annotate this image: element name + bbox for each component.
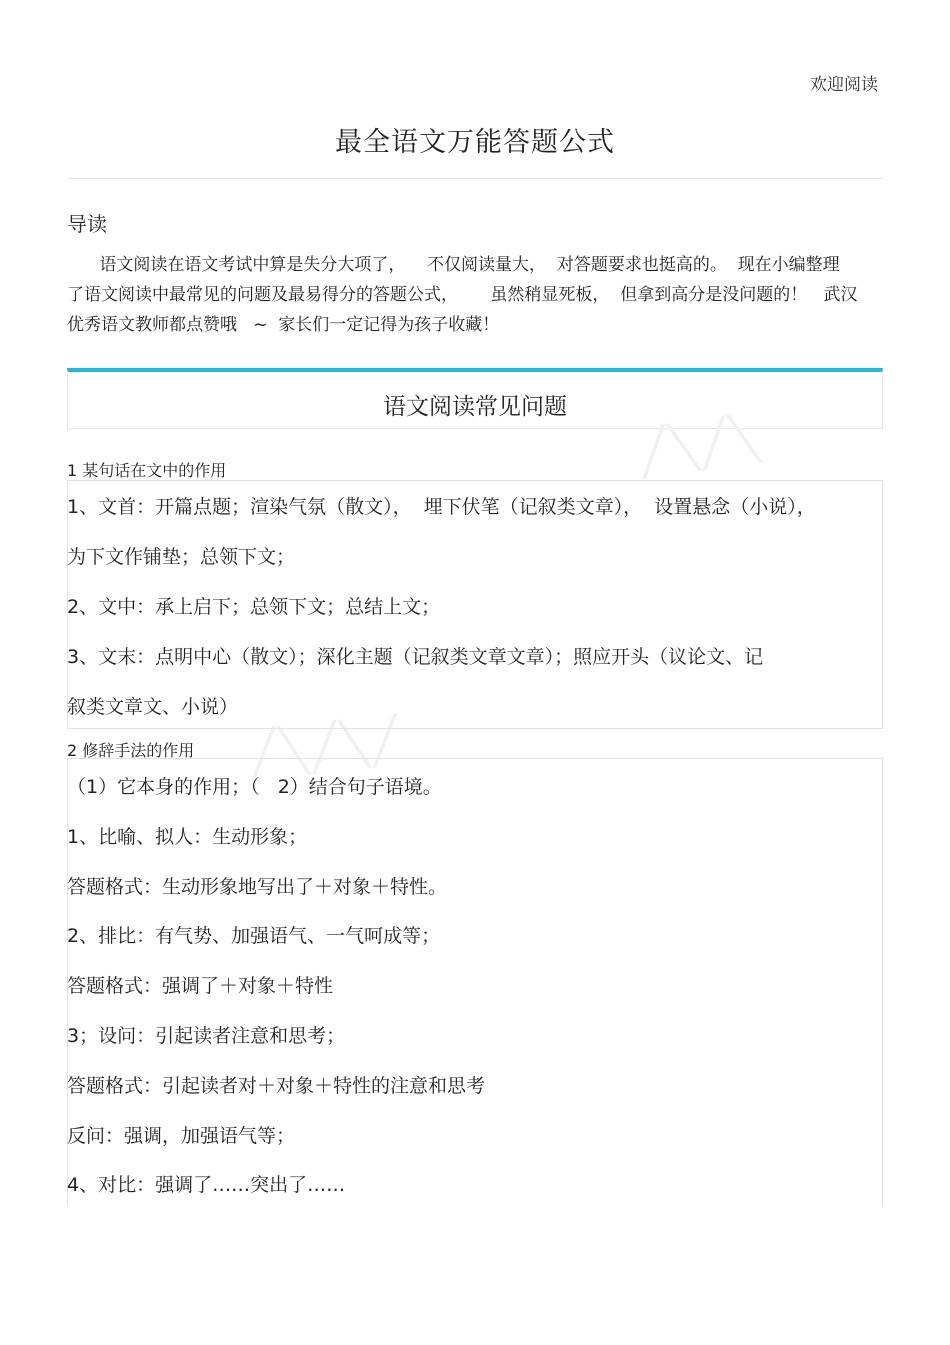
answer-line: 2、文中：承上启下；总领下文；总结上文； — [67, 596, 441, 618]
answer-line: 3、文末：点明中心（散文）；深化主题（记叙类文章文章）；照应开头（议论文、记 — [67, 646, 764, 668]
intro-paragraph-line: 了语文阅读中最常见的问题及最易得分的答题公式， 虽然稍显死板， 但拿到高分是没问题的！ 武汉 — [67, 285, 858, 305]
question-label: 1 某句话在文中的作用 — [67, 461, 227, 480]
answer-line: 2、排比：有气势、加强语气、一气呵成等； — [67, 925, 441, 947]
answer-line: 1、比喻、拟人：生动形象； — [67, 826, 308, 848]
answer-line: 叙类文章文、小说） — [67, 696, 239, 718]
title-divider — [67, 178, 883, 179]
intro-paragraph-line: 语文阅读在语文考试中算是失分大项了， 不仅阅读量大， 对答题要求也挺高的。 现在小编整理 — [67, 255, 840, 275]
answer-line: 答题格式：引起读者对＋对象＋特性的注意和思考 — [67, 1075, 486, 1097]
watermark-decoration: ╱╲╱╲ — [637, 411, 765, 480]
question-label: 2 修辞手法的作用 — [67, 741, 195, 760]
answer-line: 答题格式：强调了＋对象＋特性 — [67, 975, 334, 997]
answer-line: 为下文作铺垫；总领下文； — [67, 546, 296, 568]
section-title: 语文阅读常见问题 — [383, 394, 567, 420]
header-note: 欢迎阅读 — [810, 75, 878, 95]
intro-paragraph-line: 优秀语文教师都点赞哦 ~ 家长们一定记得为孩子收藏！ — [67, 315, 500, 335]
document-title: 最全语文万能答题公式 — [335, 127, 615, 158]
answer-line: 答题格式：生动形象地写出了＋对象＋特性。 — [67, 876, 448, 898]
answer-line: （1）它本身的作用；（ 2）结合句子语境。 — [67, 776, 442, 798]
answer-line: 1、文首：开篇点题；渲染气氛（散文）， 埋下伏笔（记叙类文章）， 设置悬念（小说）， — [67, 496, 816, 518]
answer-line: 反问：强调，加强语气等； — [67, 1125, 296, 1147]
answer-line: 4、对比：强调了……突出了…… — [67, 1174, 346, 1196]
watermark-decoration: ╱╲╱╲╱ — [247, 714, 405, 781]
intro-heading: 导读 — [67, 212, 107, 236]
answer-line: 3；设问：引起读者注意和思考； — [67, 1025, 346, 1047]
